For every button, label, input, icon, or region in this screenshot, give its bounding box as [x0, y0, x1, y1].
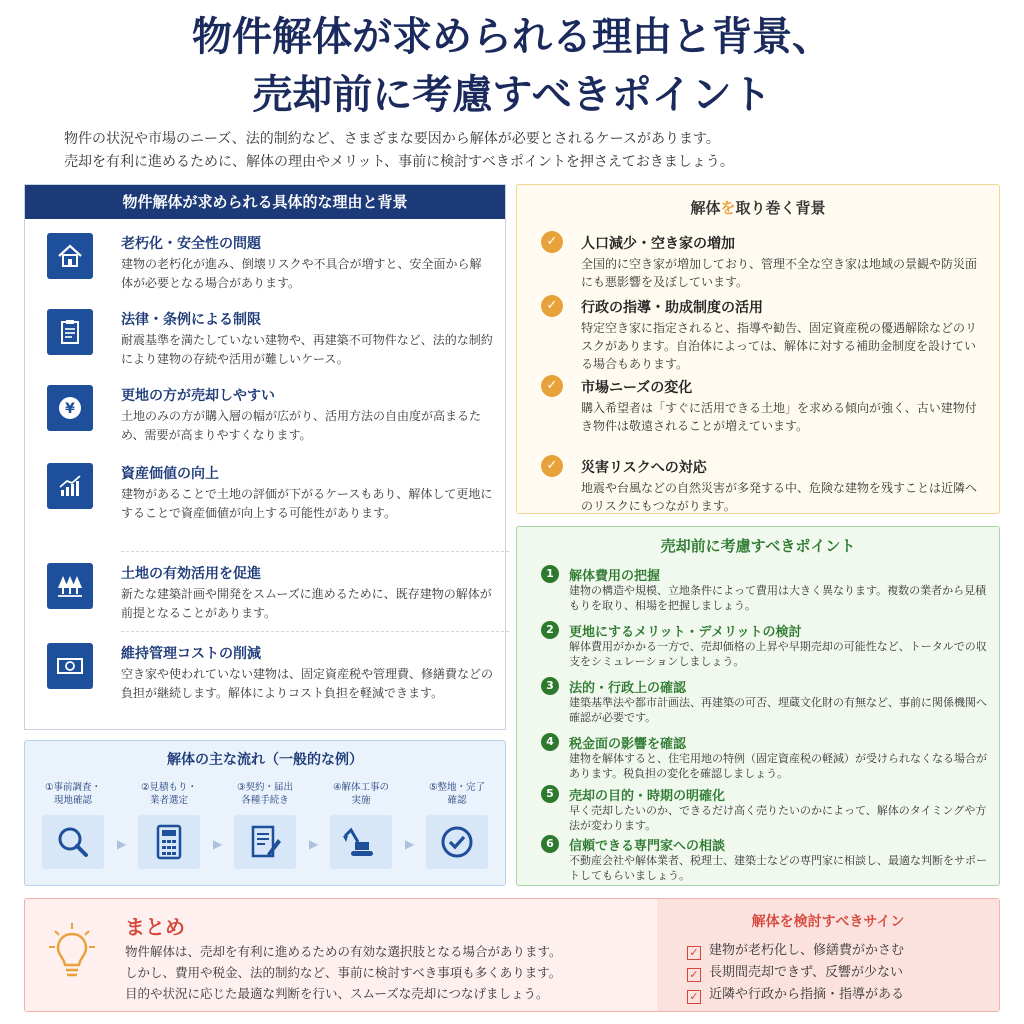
reason-title: 資産価値の向上 [121, 466, 219, 482]
checkbox-icon: ✓ [687, 990, 701, 1004]
sign-item: ✓ 建物が老朽化し、修繕費がかさむ [687, 939, 904, 960]
svg-text:¥: ¥ [65, 401, 75, 417]
reason-text: 土地のみの方が購入層の幅が広がり、活用方法の自由度が高まるため、需要が高まりやすくなります。 [121, 409, 482, 442]
house-icon [47, 233, 93, 279]
reason-title: 土地の有効活用を促進 [121, 566, 261, 582]
excavator-icon [330, 815, 392, 869]
step-arrow-icon: ▶ [309, 837, 319, 851]
point-text: 建物を解体すると、住宅用地の特例（固定資産税の軽減）が受けられなくなる場合があります。税負担の変化を確認しましょう。 [569, 752, 987, 780]
intro-text [64, 128, 964, 174]
step-label: ⑤整地・完了 確認 [428, 782, 486, 806]
lightbulb-icon [47, 921, 97, 985]
flow-step [415, 781, 499, 869]
check-circle-icon [426, 815, 488, 869]
background-item-text: 購入希望者は「すぐに活用できる土地」を求める傾向が強く、古い建物付き物件は敬遠されることが増えています。 [581, 401, 977, 433]
background-item-text: 特定空き家に指定されると、指導や勧告、固定資産税の優遇解除などのリスクがあります。自治体によっては、解体に対する補助金制度を設けている場合もあります。 [581, 321, 978, 371]
step-label: ②見積もり・ 業者選定 [140, 782, 198, 806]
summary-text [125, 941, 645, 1004]
reasons-panel [24, 184, 506, 730]
summary-line: 目的や状況に応じた最適な判断を行い、スムーズな売却につなげましょう。 [125, 986, 549, 1001]
title-line-1: 物件解体が求められる理由と背景、 [192, 13, 832, 60]
flow-step [223, 781, 307, 869]
point-text: 建築基準法や都市計画法、再建築の可否、埋蔵文化財の有無など、事前に関係機関へ確認が必要です。 [569, 696, 987, 724]
signs-box [657, 899, 999, 1011]
background-item-text: 地震や台風などの自然災害が多発する中、危険な建物を残すことは近隣へのリスクにもつながります。 [581, 481, 978, 513]
title-line-2: 売却前に考慮すべきポイント [252, 71, 772, 118]
flow-panel [24, 740, 506, 886]
background-item-text: 全国的に空き家が増加しており、管理不全な空き家は地域の景観や防災面にも悪影響を及ぼしています。 [581, 257, 978, 289]
summary-line: 物件解体は、売却を有利に進めるための有効な選択肢となる場合があります。 [125, 944, 562, 959]
flow-step [319, 781, 403, 869]
background-panel [516, 184, 1000, 514]
reason-text: 空き家や使われていない建物は、固定資産税や管理費、修繕費などの負担が継続します。解体によりコスト負担を軽減できます。 [121, 667, 494, 700]
step-arrow-icon: ▶ [405, 837, 415, 851]
trees-icon [47, 563, 93, 609]
divider [121, 551, 509, 552]
reason-title: 法律・条例による制限 [121, 312, 261, 328]
reason-text: 新たな建築計画や開発をスムーズに進めるために、既存建物の解体が前提となることがあります。 [121, 587, 492, 620]
magnifier-icon [42, 815, 104, 869]
number-badge: 3 [541, 677, 559, 695]
point-text: 建物の構造や規模、立地条件によって費用は大きく異なります。複数の業者から見積もりを取り、相場を把握しましょう。 [569, 584, 987, 612]
background-item-title: 行政の指導・助成制度の活用 [581, 300, 763, 316]
point-text: 解体費用がかかる一方で、売却価格の上昇や早期売却の可能性など、トータルでの収支をシミュレーションしましょう。 [569, 640, 987, 668]
point-text: 早く売却したいのか、できるだけ高く売りたいのかによって、解体のタイミングや方法が変わります。 [569, 804, 987, 832]
check-icon: ✓ [541, 375, 563, 397]
clipboard-icon [47, 309, 93, 355]
document-icon [234, 815, 296, 869]
flow-step [127, 781, 211, 869]
reason-title: 老朽化・安全性の問題 [121, 236, 261, 252]
point-title: 更地にするメリット・デメリットの検討 [569, 625, 802, 640]
background-item-title: 市場ニーズの変化 [581, 380, 693, 396]
check-icon: ✓ [541, 231, 563, 253]
point-title: 売却の目的・時期の明確化 [569, 789, 726, 804]
check-icon: ✓ [541, 455, 563, 477]
number-badge: 4 [541, 733, 559, 751]
reason-title: 維持管理コストの削減 [121, 646, 261, 662]
step-label: ①事前調査・ 現地確認 [44, 782, 102, 806]
point-title: 税金面の影響を確認 [569, 737, 687, 752]
summary-title: まとめ [125, 915, 185, 939]
number-badge: 5 [541, 785, 559, 803]
number-badge: 2 [541, 621, 559, 639]
summary-panel [24, 898, 1000, 1012]
reason-text: 耐震基準を満たしていない建物や、再建築不可物件など、法的な制約により建物の存続や活用が難しいケース。 [121, 333, 493, 366]
points-title: 売却前に考慮すべきポイント [660, 537, 856, 555]
point-text: 不動産会社や解体業者、税理士、建築士などの専門家に相談し、最適な判断をサポートしてもらいましょう。 [569, 854, 987, 882]
point-title: 信頼できる専門家への相談 [569, 839, 726, 854]
background-title: 解体を取り巻く背景 [690, 199, 826, 217]
yen-icon [47, 385, 93, 431]
background-item-title: 災害リスクへの対応 [581, 460, 707, 476]
step-arrow-icon: ▶ [117, 837, 127, 851]
divider [121, 631, 509, 632]
points-panel [516, 526, 1000, 886]
money-icon [47, 643, 93, 689]
intro-line-1: 物件の状況や市場のニーズ、法的制約など、さまざまな要因から解体が必要とされるケースがあります。 [64, 131, 720, 147]
reason-title: 更地の方が売却しやすい [121, 388, 275, 404]
chart-up-icon [47, 463, 93, 509]
intro-line-2: 売却を有利に進めるために、解体の理由やメリット、事前に検討すべきポイントを押さえておきましょう。 [64, 154, 734, 170]
number-badge: 1 [541, 565, 559, 583]
signs-title: 解体を検討すべきサイン [751, 914, 905, 930]
flow-step [31, 781, 115, 869]
point-title: 法的・行政上の確認 [569, 681, 687, 696]
summary-line: しかし、費用や税金、法的制約など、事前に検討すべき事項も多くあります。 [125, 965, 562, 980]
background-item-title: 人口減少・空き家の増加 [581, 236, 735, 252]
reasons-header: 物件解体が求められる具体的な理由と背景 [25, 185, 505, 219]
calculator-icon [138, 815, 200, 869]
reason-text: 建物があることで土地の評価が下がるケースもあり、解体して更地にすることで資産価値が向上する可能性があります。 [121, 487, 493, 520]
flow-title: 解体の主な流れ（一般的な例） [167, 752, 363, 768]
sign-item: ✓ 近隣や行政から指摘・指導がある [687, 983, 904, 1004]
page-title [0, 8, 1024, 124]
step-label: ③契約・届出 各種手続き [236, 782, 294, 806]
reason-text: 建物の老朽化が進み、倒壊リスクや不具合が増すと、安全面から解体が必要となる場合があります。 [121, 257, 482, 290]
point-title: 解体費用の把握 [569, 569, 661, 584]
step-label: ④解体工事の 実施 [332, 782, 390, 806]
number-badge: 6 [541, 835, 559, 853]
checkbox-icon: ✓ [687, 968, 701, 982]
step-arrow-icon: ▶ [213, 837, 223, 851]
sign-item: ✓ 長期間売却できず、反響が少ない [687, 961, 903, 982]
checkbox-icon: ✓ [687, 946, 701, 960]
check-icon: ✓ [541, 295, 563, 317]
